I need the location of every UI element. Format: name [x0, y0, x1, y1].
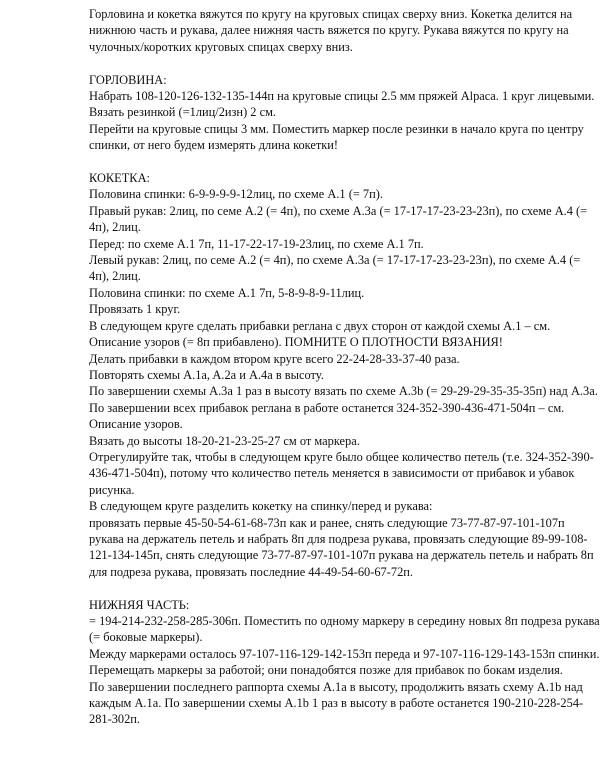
yoke-line: Делать прибавки в каждом втором круге всего 22-24-28-33-37-40 раза.	[89, 351, 460, 366]
yoke-line: Правый рукав: 2лиц, по семе A.2 (= 4п), по схеме A.3a (= 17-17-17-23-23-23п), по схеме A.4 (= 4п), 2лиц.	[89, 203, 588, 235]
yoke-line: Половина спинки: по схеме A.1 7п, 5-8-9-8-9-11лиц.	[89, 285, 365, 300]
yoke-line: По завершении схемы A.3a 1 раз в высоту вязать по схеме A.3b (= 29-29-29-35-35-35п) над A.3a.	[89, 384, 598, 399]
lower-heading: НИЖНЯЯ ЧАСТЬ:	[89, 597, 190, 612]
yoke-line: Перед: по схеме A.1 7п, 11-17-22-17-19-23лиц, по схеме A.1 7п.	[89, 236, 424, 251]
lower-line: = 194-214-232-258-285-306п. Поместить по одному маркеру в середину новых 8п подреза рукава (= боковые маркеры).	[89, 613, 600, 645]
yoke-line: В следующем круге сделать прибавки реглана с двух сторон от каждой схемы A.1 – см. Описание узоров (= 8п прибавлено). ПОМНИТЕ О ПЛОТНОСТИ ВЯЗАНИЯ!	[89, 318, 551, 350]
neck-paragraph-1: Набрать 108-120-126-132-135-144п на круговые спицы 2.5 мм пряжей Alpaca. 1 круг лицевыми. Вязать резинкой (=1лиц/2изн) 2 см.	[89, 89, 595, 120]
yoke-heading: КОКЕТКА:	[89, 171, 150, 186]
lower-line: Перемещать маркеры за работой; они понадобятся позже для прибавок по бокам изделия.	[89, 663, 563, 678]
yoke-line: Отрегулируйте так, чтобы в следующем круге было общее количество петель (т.е. 324-352-390-436-471-504п), потому что количество петель меняется в зависимости от прибавок и убавок рисунка.	[89, 449, 594, 497]
neck-paragraph-2: Перейти на круговые спицы 3 мм. Поместить маркер после резинки в начало круга по центру спинки, от него будем измерять длина кокетки!	[89, 121, 584, 153]
intro-paragraph: Горловина и кокетка вяжутся по кругу на круговых спицах сверху вниз. Кокетка делится на нижнюю часть и рукава, далее нижняя часть вяжется по кругу. Рукава вяжутся по кругу на чулочных/коротких круговых спицах сверху вниз.	[89, 7, 573, 54]
yoke-line: По завершении всех прибавок реглана в работе останется 324-352-390-436-471-504п – см. Описание узоров.	[89, 400, 565, 432]
lower-line: Между маркерами осталось 97-107-116-129-142-153п переда и 97-107-116-129-143-153п спинки.	[89, 646, 600, 661]
yoke-line: Половина спинки: 6-9-9-9-9-12лиц, по схеме A.1 (= 7п).	[89, 187, 383, 202]
lower-line: По завершении последнего раппорта схемы A.1a в высоту, продолжить вязать схему A.1b над каждым A.1a. По завершении схемы A.1b 1 раз в высоту в работе останется 190-210-228-254-281-302п.	[89, 679, 584, 727]
yoke-line: Вязать до высоты 18-20-21-23-25-27 см от маркера.	[89, 433, 360, 448]
neck-heading: ГОРЛОВИНА:	[89, 72, 167, 87]
spacer	[89, 55, 601, 71]
yoke-line: провязать первые 45-50-54-61-68-73п как и ранее, снять следующие 73-77-87-97-101-107п рукава на держатель петель и набрать 8п для подреза рукава, провязать следующие 89-99-108-121-134-145п, снять следующие 73-77-87-97-101-107п рукава на держатель петель и набрать 8п для подреза рукава, провязать последние 44-49-54-60-67-72п.	[89, 515, 594, 579]
yoke-line: Повторять схемы A.1a, A.2a и A.4a в высоту.	[89, 367, 324, 382]
yoke-line: Провязать 1 круг.	[89, 302, 181, 317]
spacer	[89, 154, 601, 170]
yoke-line: Левый рукав: 2лиц, по семе A.2 (= 4п), по схеме A.3a (= 17-17-17-23-23-23п), по схеме A.4 (= 4п), 2лиц.	[89, 253, 581, 284]
spacer	[89, 580, 601, 596]
yoke-line: В следующем круге разделить кокетку на спинку/перед и рукава:	[89, 499, 433, 514]
